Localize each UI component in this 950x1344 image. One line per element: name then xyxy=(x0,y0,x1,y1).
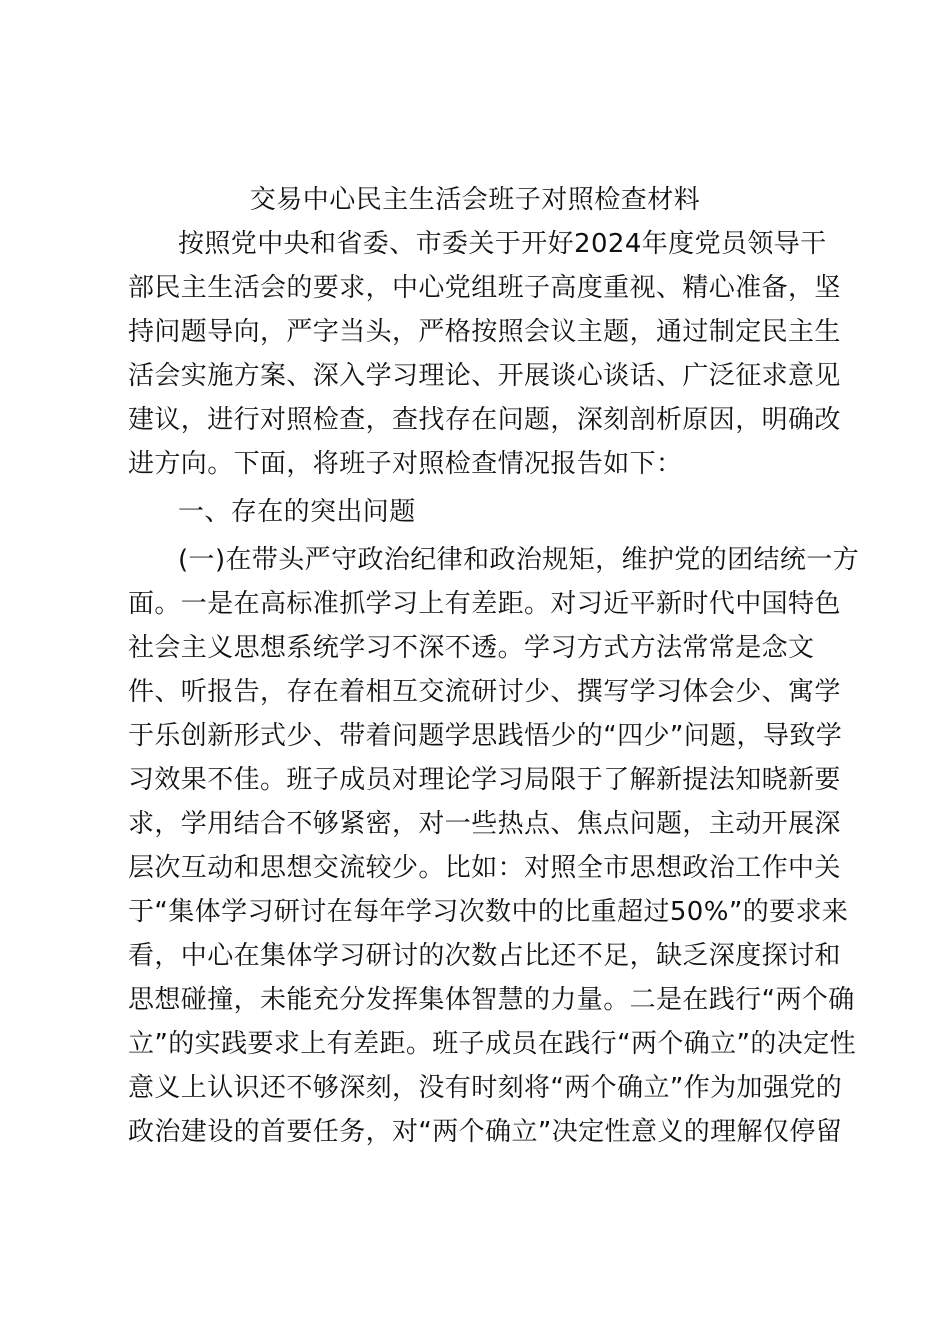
paragraph-line: 活会实施方案、深入学习理论、开展谈心谈话、广泛征求意见 xyxy=(128,361,841,391)
paragraph-line: 件、听报告，存在着相互交流研讨少、撰写学习体会少、寓学 xyxy=(128,677,841,707)
paragraph-line: (一)在带头严守政治纪律和政治规矩，维护党的团结统一方 xyxy=(178,545,860,575)
paragraph-line: 持问题导向，严字当头，严格按照会议主题，通过制定民主生 xyxy=(128,317,841,347)
paragraph-line: 层次互动和思想交流较少。比如：对照全市思想政治工作中关 xyxy=(128,853,841,883)
paragraph-line: 按照党中央和省委、市委关于开好2024年度党员领导干 xyxy=(178,229,827,259)
paragraph-line: 于乐创新形式少、带着问题学思践悟少的“四少”问题，导致学 xyxy=(128,721,843,751)
paragraph-line: 建议，进行对照检查，查找存在问题，深刻剖析原因，明确改 xyxy=(128,405,841,435)
paragraph-line: 政治建设的首要任务，对“两个确立”决定性意义的理解仅停留 xyxy=(128,1117,843,1147)
paragraph-line: 思想碰撞，未能充分发挥集体智慧的力量。二是在践行“两个确 xyxy=(128,985,855,1015)
paragraph-line: 求，学用结合不够紧密，对一些热点、焦点问题，主动开展深 xyxy=(128,809,841,839)
paragraph-line: 部民主生活会的要求，中心党组班子高度重视、精心准备，坚 xyxy=(128,273,841,303)
paragraph-line: 习效果不佳。班子成员对理论学习局限于了解新提法知晓新要 xyxy=(128,765,841,795)
paragraph-line: 社会主义思想系统学习不深不透。学习方式方法常常是念文 xyxy=(128,633,815,663)
paragraph-line: 进方向。下面，将班子对照检查情况报告如下： xyxy=(128,449,683,479)
paragraph-line: 意义上认识还不够深刻，没有时刻将“两个确立”作为加强党的 xyxy=(128,1073,843,1103)
section-heading: 一、存在的突出问题 xyxy=(178,497,416,527)
document-title: 交易中心民主生活会班子对照检查材料 xyxy=(249,185,701,215)
paragraph-line: 立”的实践要求上有差距。班子成员在践行“两个确立”的决定性 xyxy=(128,1029,857,1059)
paragraph-line: 于“集体学习研讨在每年学习次数中的比重超过50%”的要求来 xyxy=(128,897,849,927)
paragraph-line: 看，中心在集体学习研讨的次数占比还不足，缺乏深度探讨和 xyxy=(128,941,841,971)
paragraph-line: 面。一是在高标准抓学习上有差距。对习近平新时代中国特色 xyxy=(128,589,841,619)
